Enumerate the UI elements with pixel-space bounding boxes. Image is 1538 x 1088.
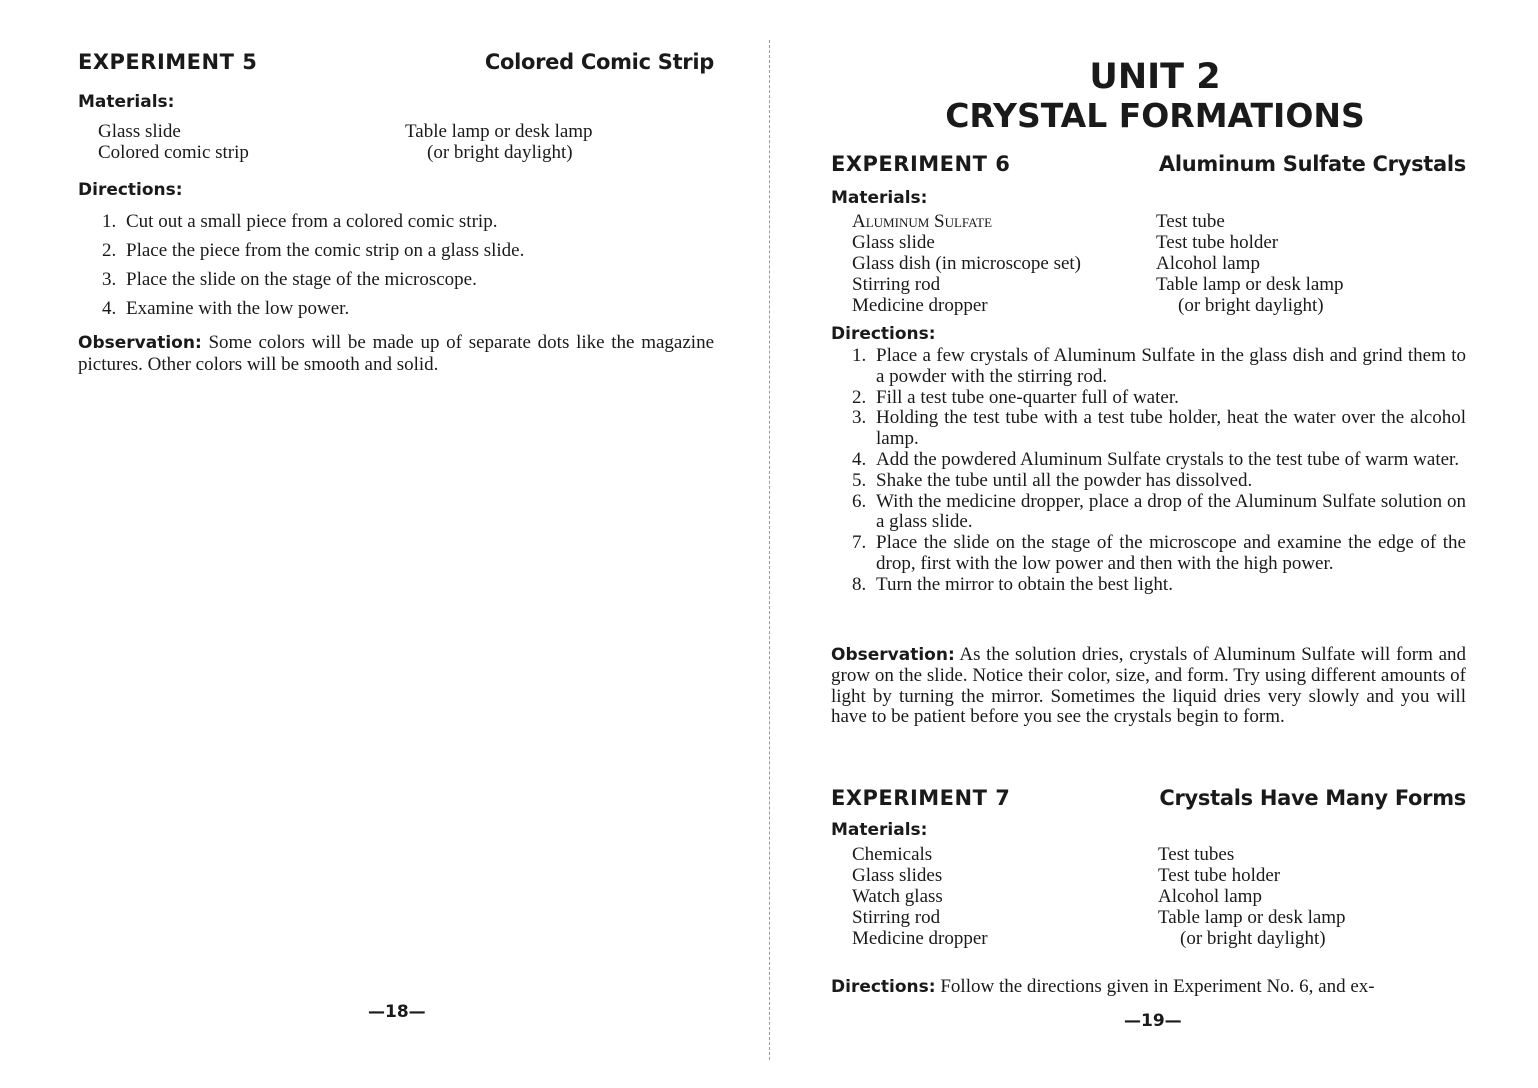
material-item: Test tube holder	[1158, 865, 1281, 886]
material-item: Alcohol lamp	[1158, 886, 1262, 907]
observation-text: As the solution dries, crystals of Aluminum Sulfate will form and grow on the slide. Notice their color, size, and form. Try using different amounts of light by turning the mirror. Sometimes the liquid dries very slowly and you will have to be patient before you see the crystals begin to form.	[831, 644, 1467, 728]
material-item: (or bright daylight)	[1180, 928, 1326, 949]
experiment-5-header	[78, 50, 714, 74]
experiment-7-header	[831, 786, 1466, 810]
direction-item: 3. Holding the test tube with a test tube holder, heat the water over the alcohol lamp.	[852, 407, 1466, 450]
material-item: Glass dish (in microscope set)	[852, 253, 1082, 274]
material-item: Test tubes	[1158, 844, 1235, 865]
directions-paragraph	[831, 976, 1471, 998]
material-item: Glass slide	[98, 121, 181, 142]
direction-item: 5. Shake the tube until all the powder has dissolved.	[852, 469, 1253, 491]
material-item: Colored comic strip	[98, 142, 249, 163]
materials-column-1	[852, 844, 988, 949]
material-item: Test tube holder	[1156, 232, 1279, 253]
direction-item: 3. Place the slide on the stage of the microscope.	[102, 269, 477, 290]
page-number: —18—	[368, 1002, 426, 1022]
unit-title: CRYSTAL FORMATIONS	[945, 96, 1365, 135]
materials-column-2	[405, 121, 593, 163]
directions-label: Directions:	[831, 324, 936, 344]
right-page	[768, 0, 1538, 1088]
material-item: Glass slide	[852, 232, 935, 253]
direction-item: 2. Fill a test tube one-quarter full of water.	[852, 386, 1179, 408]
material-item: (or bright daylight)	[1178, 295, 1324, 316]
observation-paragraph	[78, 332, 714, 375]
observation-paragraph	[831, 645, 1466, 728]
material-item: Table lamp or desk lamp	[405, 121, 593, 142]
direction-item: 7. Place the slide on the stage of the microscope and examine the edge of the drop, first with the low power and then with the high power.	[852, 532, 1466, 574]
experiment-title: Colored Comic Strip	[484, 50, 714, 74]
materials-column-1	[852, 211, 1081, 316]
material-item: Stirring rod	[852, 274, 941, 295]
directions-label: Directions:	[831, 977, 936, 997]
material-item: Medicine dropper	[852, 295, 988, 316]
directions-text: Follow the directions given in Experiment No. 6, and ex-	[940, 976, 1375, 997]
material-item: Table lamp or desk lamp	[1156, 274, 1344, 295]
unit-number: UNIT 2	[1089, 57, 1221, 97]
material-item: Alcohol lamp	[1156, 253, 1260, 274]
directions-label: Directions:	[78, 180, 183, 200]
directions-list	[852, 346, 1466, 596]
material-item: Medicine dropper	[852, 928, 988, 949]
material-item: Table lamp or desk lamp	[1158, 907, 1346, 928]
page-number: —19—	[1124, 1011, 1182, 1031]
direction-item: 2. Place the piece from the comic strip on a glass slide.	[102, 240, 525, 261]
experiment-number: EXPERIMENT 6	[831, 152, 1011, 176]
experiment-6-header	[831, 152, 1466, 176]
material-item: Watch glass	[852, 886, 943, 907]
experiment-number: EXPERIMENT 7	[831, 786, 1011, 810]
materials-column-2	[1158, 844, 1346, 949]
material-item: Stirring rod	[852, 907, 941, 928]
materials-label: Materials:	[831, 820, 928, 840]
material-item: Chemicals	[852, 844, 933, 865]
direction-item: 1. Cut out a small piece from a colored comic strip.	[102, 211, 498, 232]
directions-list	[102, 207, 712, 323]
material-item: Test tube	[1156, 211, 1225, 232]
direction-item: 8. Turn the mirror to obtain the best light.	[852, 573, 1173, 595]
experiment-title: Aluminum Sulfate Crystals	[1158, 152, 1466, 176]
materials-label: Materials:	[831, 188, 928, 208]
material-item: Glass slides	[852, 865, 943, 886]
left-page	[0, 0, 768, 1088]
materials-label: Materials:	[78, 92, 175, 112]
direction-item: 1. Place a few crystals of Aluminum Sulfate in the glass dish and grind them to a powder with the stirring rod.	[852, 345, 1466, 387]
direction-item: 4. Add the powdered Aluminum Sulfate crystals to the test tube of warm water.	[852, 448, 1460, 470]
experiment-number: EXPERIMENT 5	[78, 50, 258, 74]
observation-text: Some colors will be made up of separate dots like the magazine pictures. Other colors will be smooth and solid.	[78, 332, 715, 375]
material-item: (or bright daylight)	[427, 142, 573, 163]
experiment-title: Crystals Have Many Forms	[1159, 786, 1466, 810]
material-item: Aluminum Sulfate	[852, 211, 993, 232]
materials-column-1	[98, 121, 249, 163]
materials-column-2	[1156, 211, 1344, 316]
observation-label: Observation:	[831, 645, 955, 665]
direction-item: 6. With the medicine dropper, place a drop of the Aluminum Sulfate solution on a glass slide.	[852, 490, 1466, 533]
direction-item: 4. Examine with the low power.	[102, 298, 350, 319]
observation-label: Observation:	[78, 333, 202, 353]
